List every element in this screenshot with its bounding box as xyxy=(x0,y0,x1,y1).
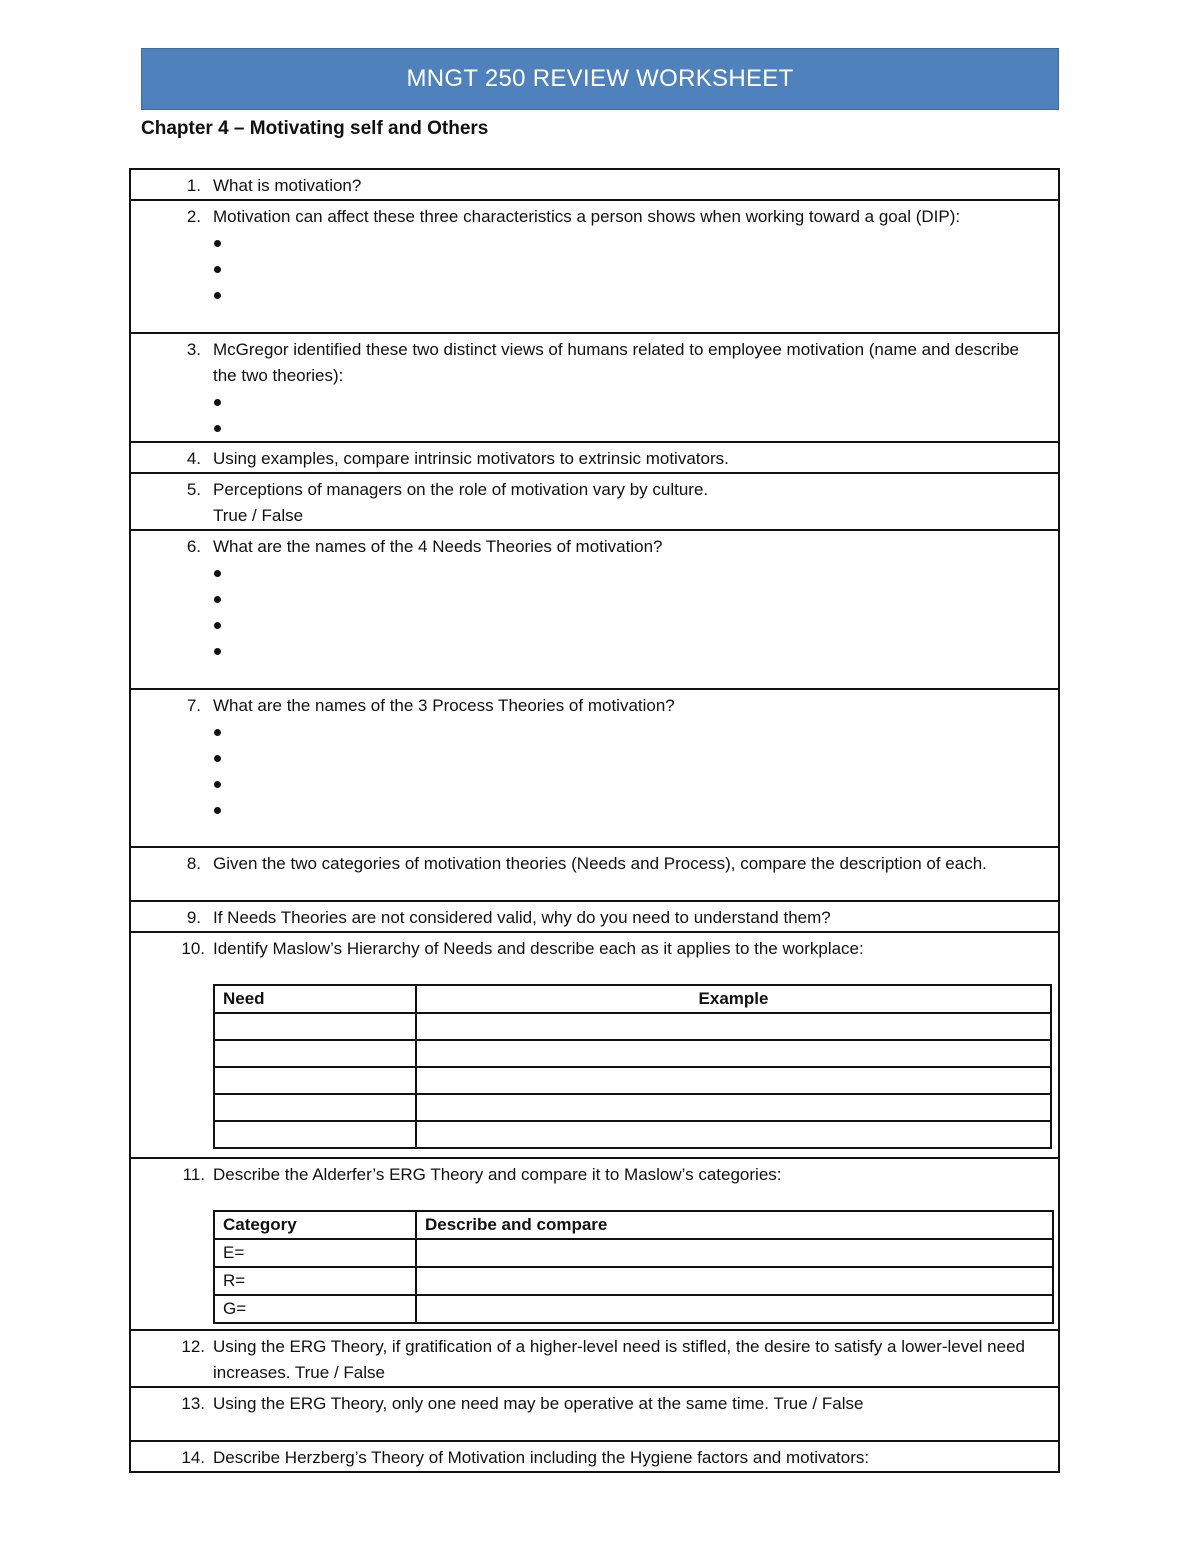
question-row-2 xyxy=(130,200,1059,333)
maslow-row xyxy=(214,1040,1051,1067)
question-text: What are the names of the 3 Process Theories of motivation? xyxy=(213,696,675,715)
question-row-14 xyxy=(130,1441,1059,1472)
erg-category-cell: E= xyxy=(214,1239,416,1267)
bullet-item[interactable] xyxy=(213,745,1046,771)
question-text: Using the ERG Theory, if gratification of a higher-level need is stifled, the desire to satisfy a lower-level need increases. True / False xyxy=(213,1337,1025,1382)
need-cell[interactable] xyxy=(214,1094,416,1121)
question-number: 14. xyxy=(181,1448,205,1467)
need-cell[interactable] xyxy=(214,1040,416,1067)
question-text: What are the names of the 4 Needs Theories of motivation? xyxy=(213,537,663,556)
bullet-item[interactable] xyxy=(213,389,1046,415)
erg-category-cell: G= xyxy=(214,1295,416,1323)
need-cell[interactable] xyxy=(214,1013,416,1040)
erg-header-row xyxy=(214,1211,1053,1239)
bullet-icon xyxy=(214,596,221,603)
question-12 xyxy=(131,1331,1058,1386)
bullet-icon xyxy=(214,729,221,736)
erg-describe-cell[interactable] xyxy=(416,1295,1053,1323)
question-text: Motivation can affect these three characteristics a person shows when working toward a goal (DIP): xyxy=(213,207,961,226)
question-text: If Needs Theories are not considered valid, why do you need to understand them? xyxy=(213,908,831,927)
answer-bullets xyxy=(213,719,1046,823)
question-row-10 xyxy=(130,932,1059,1158)
question-number: 1. xyxy=(186,176,201,195)
question-number: 8. xyxy=(186,854,201,873)
bullet-item[interactable] xyxy=(213,771,1046,797)
question-row-3 xyxy=(130,333,1059,442)
question-number: 5. xyxy=(186,480,201,499)
need-cell[interactable] xyxy=(214,1067,416,1094)
question-14 xyxy=(131,1442,1058,1471)
bullet-icon xyxy=(214,425,221,432)
erg-row xyxy=(214,1295,1053,1323)
bullet-item[interactable] xyxy=(213,612,1046,638)
question-number: 2. xyxy=(186,207,201,226)
question-text: Describe the Alderfer’s ERG Theory and compare it to Maslow’s categories: xyxy=(213,1165,782,1184)
erg-table xyxy=(213,1210,1054,1324)
erg-row xyxy=(214,1239,1053,1267)
question-row-13 xyxy=(130,1387,1059,1441)
maslow-table xyxy=(213,984,1052,1149)
question-row-6 xyxy=(130,530,1059,689)
erg-row xyxy=(214,1267,1053,1295)
bullet-item[interactable] xyxy=(213,719,1046,745)
bullet-icon xyxy=(214,399,221,406)
question-number: 9. xyxy=(186,908,201,927)
erg-describe-cell[interactable] xyxy=(416,1267,1053,1295)
maslow-header-example: Example xyxy=(416,985,1051,1013)
bullet-item[interactable] xyxy=(213,797,1046,823)
maslow-row xyxy=(214,1013,1051,1040)
bullet-icon xyxy=(214,622,221,629)
question-text: Using examples, compare intrinsic motivators to extrinsic motivators. xyxy=(213,449,729,468)
maslow-header-need: Need xyxy=(214,985,416,1013)
erg-header-category: Category xyxy=(214,1211,416,1239)
question-number: 11. xyxy=(182,1165,205,1184)
question-number: 10. xyxy=(181,939,205,958)
example-cell[interactable] xyxy=(416,1121,1051,1148)
bullet-item[interactable] xyxy=(213,282,1046,308)
bullet-icon xyxy=(214,570,221,577)
question-row-1 xyxy=(130,169,1059,200)
question-row-8 xyxy=(130,847,1059,901)
maslow-row xyxy=(214,1094,1051,1121)
bullet-item[interactable] xyxy=(213,560,1046,586)
question-number: 6. xyxy=(186,537,201,556)
erg-describe-cell[interactable] xyxy=(416,1239,1053,1267)
question-text: Given the two categories of motivation theories (Needs and Process), compare the description of each. xyxy=(213,854,987,873)
question-9 xyxy=(131,902,1058,931)
chapter-heading: Chapter 4 – Motivating self and Others xyxy=(141,118,489,139)
worksheet-title-banner xyxy=(141,48,1059,110)
question-11 xyxy=(131,1159,1058,1324)
question-6 xyxy=(131,531,1058,664)
question-1 xyxy=(131,170,1058,199)
question-row-11 xyxy=(130,1158,1059,1330)
example-cell[interactable] xyxy=(416,1040,1051,1067)
question-number: 7. xyxy=(186,696,201,715)
answer-bullets xyxy=(213,389,1046,441)
bullet-icon xyxy=(214,266,221,273)
bullet-item[interactable] xyxy=(213,415,1046,441)
bullet-icon xyxy=(214,781,221,788)
bullet-icon xyxy=(214,755,221,762)
question-text: What is motivation? xyxy=(213,176,362,195)
question-text: McGregor identified these two distinct views of humans related to employee motivation (name and describe the two theories): xyxy=(213,340,1020,385)
question-row-4 xyxy=(130,442,1059,473)
question-5 xyxy=(131,474,1058,529)
erg-header-describe: Describe and compare xyxy=(416,1211,1053,1239)
question-row-12 xyxy=(130,1330,1059,1387)
bullet-item[interactable] xyxy=(213,586,1046,612)
questions-table xyxy=(129,168,1060,1473)
erg-category-cell: R= xyxy=(214,1267,416,1295)
answer-bullets xyxy=(213,230,1046,308)
example-cell[interactable] xyxy=(416,1067,1051,1094)
question-text: Perceptions of managers on the role of motivation vary by culture. xyxy=(213,480,709,499)
question-number: 4. xyxy=(186,449,201,468)
question-8 xyxy=(131,848,1058,877)
question-row-9 xyxy=(130,901,1059,932)
bullet-icon xyxy=(214,807,221,814)
question-10 xyxy=(131,933,1058,1149)
question-row-5 xyxy=(130,473,1059,530)
bullet-item[interactable] xyxy=(213,256,1046,282)
question-text: Identify Maslow’s Hierarchy of Needs and describe each as it applies to the workplace: xyxy=(213,939,864,958)
question-3 xyxy=(131,334,1058,441)
question-text: Describe Herzberg’s Theory of Motivation including the Hygiene factors and motivators: xyxy=(213,1448,870,1467)
answer-bullets xyxy=(213,560,1046,664)
bullet-icon xyxy=(214,240,221,247)
example-cell[interactable] xyxy=(416,1013,1051,1040)
example-cell[interactable] xyxy=(416,1094,1051,1121)
question-7 xyxy=(131,690,1058,823)
bullet-item[interactable] xyxy=(213,230,1046,256)
question-13 xyxy=(131,1388,1058,1417)
maslow-header-row xyxy=(214,985,1051,1013)
worksheet-title: MNGT 250 REVIEW WORKSHEET xyxy=(406,65,794,92)
maslow-row xyxy=(214,1121,1051,1148)
maslow-row xyxy=(214,1067,1051,1094)
bullet-item[interactable] xyxy=(213,638,1046,664)
question-4 xyxy=(131,443,1058,472)
question-number: 12. xyxy=(181,1337,205,1356)
bullet-icon xyxy=(214,648,221,655)
question-2 xyxy=(131,201,1058,308)
true-false-answer[interactable]: True / False xyxy=(213,506,304,525)
bullet-icon xyxy=(214,292,221,299)
question-number: 13. xyxy=(181,1394,205,1413)
question-number: 3. xyxy=(186,340,201,359)
need-cell[interactable] xyxy=(214,1121,416,1148)
question-text: Using the ERG Theory, only one need may be operative at the same time. True / False xyxy=(213,1394,864,1413)
question-row-7 xyxy=(130,689,1059,847)
